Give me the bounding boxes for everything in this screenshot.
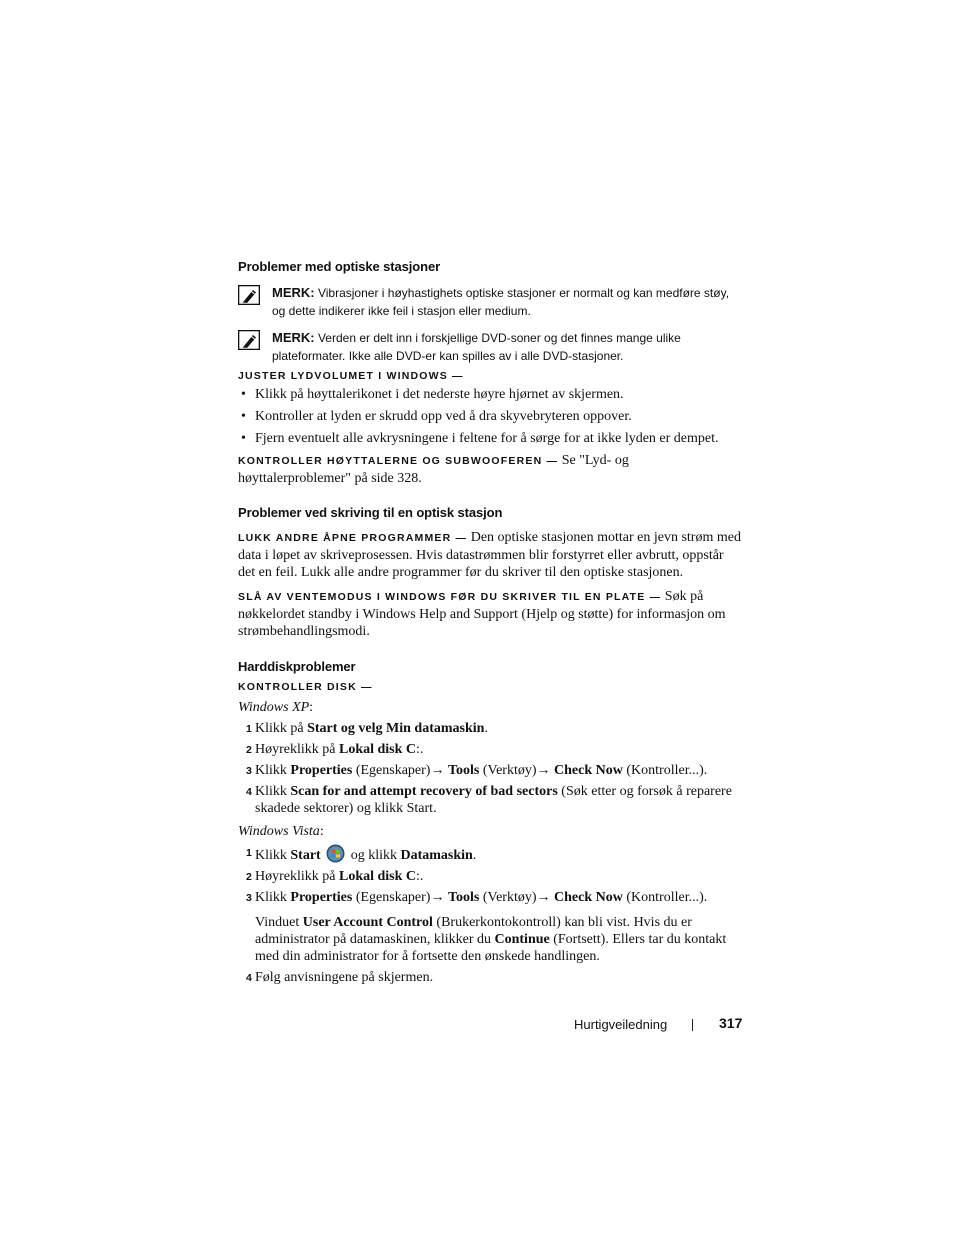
windows-start-orb-icon bbox=[326, 844, 345, 863]
speakers-paragraph bbox=[238, 452, 743, 487]
footer-title: Hurtigveiledning bbox=[574, 1017, 668, 1032]
vista-steps-continued bbox=[238, 969, 743, 986]
standby-paragraph bbox=[238, 588, 743, 640]
list-item: 1 Klikk på Start og velg Min datamaskin. bbox=[246, 721, 488, 736]
note-2 bbox=[238, 329, 743, 365]
paragraph-text: Se "Lyd- og høyttalerproblemer" på side 328. bbox=[238, 453, 629, 486]
windows-vista-label: Windows Vista: bbox=[238, 824, 324, 839]
note-pencil-icon bbox=[238, 285, 260, 305]
list-item: 3 Klikk Properties (Egenskaper)→ Tools (Verktøy)→ Check Now (Kontroller...). bbox=[246, 890, 708, 905]
list-item: 3 Klikk Properties (Egenskaper)→ Tools (Verktøy)→ Check Now (Kontroller...). bbox=[246, 763, 708, 778]
list-item: • Fjern eventuelt alle avkrysningene i feltene for å sørge for at ikke lyden er dempet. bbox=[241, 431, 719, 446]
list-item: 4 Klikk Scan for and attempt recovery of bad sectors (Søk etter og forsøk å reparere skadede sektorer) og klikk Start. bbox=[246, 784, 732, 816]
close-programs-paragraph bbox=[238, 529, 743, 581]
uac-info-paragraph: Vinduet User Account Control (Brukerkontokontroll) kan bli vist. Hvis du er administrator på datamaskinen, klikker du Continue (Fortsett). Ellers tar du kontakt med din administrator for å fortsette den ønskede handlingen. bbox=[255, 915, 727, 964]
note-label: MERK: bbox=[272, 285, 315, 300]
list-item: 1 Klikk Start og klikk Datamaskin. bbox=[238, 844, 743, 864]
note-pencil-icon bbox=[238, 330, 260, 350]
footer-divider bbox=[692, 1019, 693, 1031]
list-item: 2 Høyreklikk på Lokal disk C:. bbox=[246, 869, 424, 884]
note-1 bbox=[238, 284, 743, 320]
page-content bbox=[238, 258, 743, 990]
list-item: • Kontroller at lyden er skrudd opp ved å dra skyvebryteren oppover. bbox=[241, 409, 632, 424]
xp-steps bbox=[238, 720, 743, 817]
note-text: Vibrasjoner i høyhastighets optiske stasjoner er normalt og kan medføre støy, og dette indikerer ikke feil i stasjon eller medium. bbox=[272, 286, 730, 318]
heading-harddisk: Harddiskproblemer bbox=[238, 659, 356, 674]
paragraph-text: Søk på nøkkelordet standby i Windows Help and Support (Hjelp og støtte) for informasjon om strømbehandlingsmodi. bbox=[238, 589, 726, 639]
subheading-check-disk: KONTROLLER DISK — bbox=[238, 681, 373, 693]
list-item: 4 Følg anvisningene på skjermen. bbox=[246, 970, 434, 985]
vista-steps bbox=[238, 844, 743, 906]
subheading-volume: JUSTER LYDVOLUMET I WINDOWS — bbox=[238, 370, 464, 382]
bullet-list bbox=[238, 386, 743, 447]
page-number: 317 bbox=[719, 1015, 743, 1031]
paragraph-text: Den optiske stasjonen mottar en jevn strøm med data i løpet av skriveprosessen. Hvis datastrømmen blir forstyrret eller avbrutt, oppstår det en feil. Lukk alle andre programmer før du skriver til den optiske stasjonen. bbox=[238, 530, 741, 580]
subheading-speakers: KONTROLLER HØYTTALERNE OG SUBWOOFEREN — bbox=[238, 455, 559, 467]
windows-xp-label: Windows XP: bbox=[238, 700, 314, 715]
list-item: 2 Høyreklikk på Lokal disk C:. bbox=[246, 742, 424, 757]
list-item: • Klikk på høyttalerikonet i det nederste høyre hjørnet av skjermen. bbox=[241, 387, 624, 402]
heading-writing-optical: Problemer ved skriving til en optisk stasjon bbox=[238, 505, 503, 520]
note-label: MERK: bbox=[272, 330, 315, 345]
heading-optical-drives: Problemer med optiske stasjoner bbox=[238, 259, 441, 274]
subheading-standby: SLÅ AV VENTEMODUS I WINDOWS FØR DU SKRIVER TIL EN PLATE — bbox=[238, 591, 662, 603]
subheading-close-programs: LUKK ANDRE ÅPNE PROGRAMMER — bbox=[238, 532, 468, 544]
note-text: Verden er delt inn i forskjellige DVD-soner og det finnes mange ulike plateformater. Ikke alle DVD-er kan spilles av i alle DVD-stasjoner. bbox=[272, 331, 681, 363]
